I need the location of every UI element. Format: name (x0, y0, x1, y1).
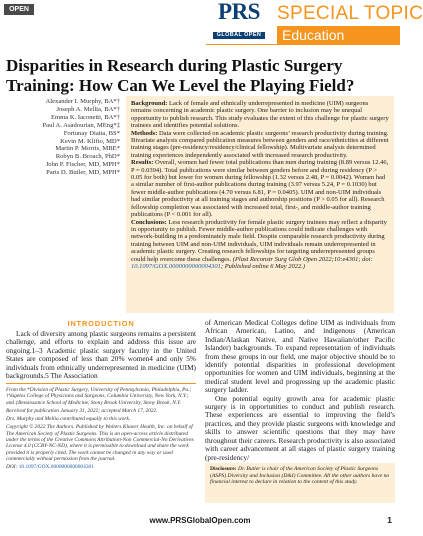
author: Martin P. Morris, MBE* (55, 145, 120, 153)
introduction-heading: INTRODUCTION (67, 319, 135, 328)
intro-right-column (205, 319, 395, 462)
author: John P. Fischer, MD, MPH* (45, 161, 120, 169)
intro-paragraph: One potential equity growth area for academic plastic surgery is in opportunities to conduct and publish research. These experiences are essential to improving the field’s practices, and they provide plastic surgeons with knowledge and skills to answer scientific questions that they may have throughout their careers. Research productivity is also associated with career advancement at all stages of plastic surgery training (pre-residency/ (205, 393, 395, 462)
footnote-doi-link[interactable]: 10.1097/GOX.0000000000004301 (18, 464, 94, 471)
copyright-notice: Copyright © 2022 The Authors. Published by Wolters Kluwer Health, Inc. on behalf of The American Society of Plastic Surgeons. This is an open-access article distributed under the terms of the Creative Commons Attribution-Non Commercial-No Derivatives License 4.0 (CCBY-NC-ND), where it is permissible to download and share the work provided it is properly cited. The work cannot be changed in any way or used commercially without permission from the journal. (6, 424, 194, 462)
affiliation-footnote (6, 383, 196, 473)
abstract-label: Background: (131, 100, 168, 107)
logo-main: PRS (218, 0, 260, 24)
intro-paragraph: of American Medical Colleges define UIM as individuals from African American, Latino, and indigenous (American Indian/Alaskan Native, and Native Hawaiian/other Pacific Islander) backgrounds. To expand representation of individuals from these groups in our field, one major objective should be to identify potential disparities in professional development opportunities for women and UIM individuals, beginning at the medical student level and progressing up the academic plastic surgery ladder. (205, 318, 395, 395)
equal-contribution: Drs. Murphy and Mellia contributed equally to this work. (6, 416, 131, 423)
intro-paragraph: Lack of diversity among plastic surgeons remains a persistent challenge, and efforts to explain and address this issue are ongoing.1–3 Academic plastic surgery faculty in the United States are composed of less than 20% women4 and only 5% individuals from ethnically underrepresented in medicine (UIM) backgrounds.5 The Association (6, 329, 196, 381)
author: Kevin M. Klifto, MD* (60, 137, 120, 145)
abstract-box (126, 96, 394, 313)
author: Emma K. Iaconetti, BA*† (50, 113, 120, 121)
author: Fortunay Diatta, BS* (63, 129, 120, 137)
abstract-text: Overall, women had fewer total publications than men during training (8.89 versus 12.46, P = 0.0394). Total publications were similar between genders before and during residency (P > 0.05 for both) but lower for women during fellowship (1.32 versus 2.48, P = 0.0042). Women had a similar number of first-author publications during training (3.97 versus 5.24, P = 0.1030) but fewer middle-author publications (4.70 versus 6.81, P = 0.0405). UIM and non-UIM individuals had similar productivity at all training stages and authorship positions (P > 0.05 for all). Research fellowship completion was associated with increased total, first-, and middle-author training publications (P < 0.001 for all). (131, 159, 389, 219)
received-dates: Received for publication January 31, 2022; accepted March 17, 2022. (6, 407, 158, 414)
intro-left-column (6, 330, 196, 380)
abstract-doi-link[interactable]: 10.1097/GOX.0000000000004301 (131, 262, 221, 270)
abstract-text: Lack of female and ethnically underrepresented in medicine (UIM) surgeons remains concerning in academic plastic surgery. One barrier to inclusion may be unequal opportunity to publish research. This study evaluates the extent of this challenge for plastic surgery trainees and identifies potential solutions. (131, 100, 389, 130)
abstract-text: Data were collected on academic plastic surgeons’ research productivity during training. Bivariate analysis compared publication measures between genders and race/ethnicities at different training stages (pre-residency/residency/clinical fellowship). Multivariate analysis determined training experiences independently associated with increased research productivity. (131, 129, 389, 159)
footnote-doi (6, 464, 196, 470)
abstract-results (131, 159, 389, 218)
affiliations: From the *Division of Plastic Surgery, University of Pennsylvania, Philadelphia, Pa.; †Vagelos College of Physicians and Surgeons, Columbia University, New York, N.Y.; and ‡Renaissance School of Medicine, Stony Brook University, Stony Brook, N.Y. (6, 387, 192, 406)
page-number: 1 (387, 515, 392, 525)
article-title: Disparities in Research during Plastic Surgery Training: How Can We Level the Playing Field? (6, 56, 355, 95)
author: Alexander I. Murphy, BA*† (45, 98, 120, 105)
abstract-published: ; Published online 6 May 2022.) (220, 262, 306, 270)
abstract-label: Conclusions: (131, 218, 167, 226)
journal-url-link[interactable]: www.PRSGlobalOpen.com (149, 516, 251, 525)
author: Robyn B. Broach, PhD* (55, 153, 120, 161)
disclosure-label: Disclosure: (210, 466, 237, 472)
abstract-label: Results: (131, 159, 154, 167)
special-topic-label: SPECIAL TOPIC (277, 3, 423, 24)
disclosure-text: Dr. Butler is chair of the American Society of Plastic Surgeons (ASPS) Diversity and Inclusion (D&I) Committee. All the other authors have no financial interest to declare in relation to the content of this study. (210, 466, 390, 485)
abstract-background (131, 100, 389, 130)
abstract-methods (131, 130, 389, 160)
open-access-badge: OPEN (4, 4, 34, 15)
doi-label: DOI: (6, 464, 19, 471)
abstract-text: Less research productivity for female plastic surgery trainees may reflect a disparity in opportunity to publish. Fewer middle-author publications could indicate challenges with network-building in a predominately male field. Despite comparable research productivity during training between UIM and non-UIM individuals, UIM individuals remain underrepresented in academic plastic surgery. Creating research fellowships for targeting underrepresented groups could help overcome these challenges. (131, 218, 387, 263)
author: Joseph A. Mellia, BA*† (56, 105, 120, 113)
section-label: Education (277, 26, 400, 44)
author: Paul A. Asadourian, MEng*‡ (42, 121, 120, 129)
disclosure-box (205, 463, 395, 503)
author: Paris D. Butler, MD, MPH* (46, 169, 120, 177)
header-divider (206, 44, 400, 45)
abstract-label: Methods: (131, 129, 158, 137)
logo-sub: GLOBAL OPEN (213, 32, 266, 39)
author-list (6, 98, 120, 177)
journal-logo[interactable] (206, 0, 272, 38)
abstract-conclusions (131, 219, 389, 271)
abstract-citation: (Plast Reconstr Surg Glob Open 2022;10:e4301; doi: (232, 255, 373, 263)
